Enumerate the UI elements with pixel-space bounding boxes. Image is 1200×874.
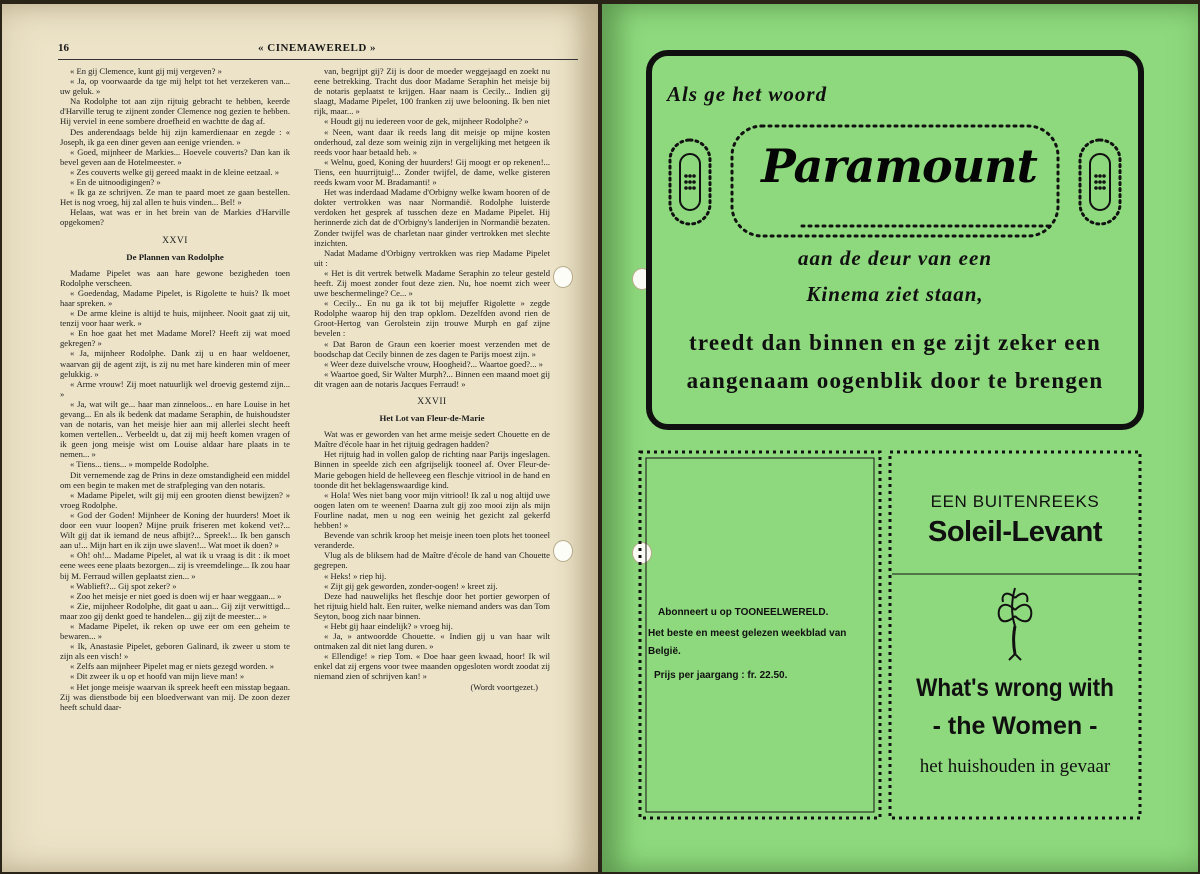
article-paragraph: « Welnu, goed, Koning der huurders! Gij moogt er op rekenen!... Tiens, een huurrijtuig!... Zonder twijfel, de dame, welke gisteren reeds kwam voor M. Bradamanti! » bbox=[314, 156, 550, 188]
article-paragraph: « Waartoe goed, Sir Walter Murph?... Binnen een maand moet gij dit vragen aan de notaris Jacques Ferraud! » bbox=[314, 368, 550, 389]
article-paragraph: « God der Goden! Mijnheer de Koning der huurders! Moet ik door een vuur loopen? Mijne pruik friseren met kokend vet?... Wilt gij dat ik iemand de neus afbijt?... Spreek!... Ik ben gansch aan u!... Mijn hart en ik zijn uwe slaven!... Wat moet ik doen? » bbox=[60, 509, 290, 551]
chapter-number: XXVI bbox=[162, 235, 188, 246]
article-paragraph: « Goedendag, Madame Pipelet, is Rigolette te huis? Ik moet haar spreken. » bbox=[60, 287, 290, 308]
right-page bbox=[602, 4, 1198, 872]
running-title: « CINEMAWERELD » bbox=[258, 42, 377, 54]
page-number: 16 bbox=[58, 42, 69, 54]
film-title-line: - the Women - bbox=[932, 712, 1098, 740]
article-paragraph: Des anderendaags belde hij zijn kamerdienaar en zegde : « Joseph, ik ga een diner geven aan eenige vrienden. » bbox=[60, 126, 290, 147]
article-paragraph: « En gij Clemence, kunt gij mij vergeven? » bbox=[70, 66, 222, 76]
paramount-advertisement bbox=[646, 50, 1144, 430]
article-paragraph: « En de uitnoodigingen? » bbox=[70, 177, 161, 188]
column-b-paragraphs bbox=[314, 66, 550, 389]
header-rule bbox=[58, 59, 578, 60]
binder-hole bbox=[553, 266, 573, 288]
article-paragraph: « En hoe gaat het met Madame Morel? Heeft zij wat moed gekregen? » bbox=[60, 328, 290, 349]
article-paragraph: « Dat Baron de Graun een koerier moest verzenden met de boodschap dat Cecily binnen de zes dagen te Parijs moest zijn. » bbox=[314, 338, 550, 359]
article-paragraph: « Ja, op voorwaarde da tge mij helpt tot het verzekeren van... uw geluk. » bbox=[60, 76, 290, 97]
article-paragraph: « Dit zweer ik u op et hoofd van mijn lieve man! » bbox=[70, 671, 245, 682]
article-paragraph: « Neen, want daar ik reeds lang dit meisje op mijne kosten onderhoud, zal deze som weinig zijn in vergelijking met hetgeen ik reeds voor haar betaald heb. » bbox=[314, 126, 550, 157]
ad-line: Kinema ziet staan, bbox=[806, 282, 984, 306]
article-paragraph: « Hebt gij haar eindelijk? » vroeg hij. bbox=[324, 620, 453, 631]
ad-slogan: Als ge het woord bbox=[667, 82, 828, 106]
article-paragraph: « Oh! oh!... Madame Pipelet, al wat ik u vraag is dit : ik moet eene wees eene plaats bezorgen... zij is vreemdelinge... Ik zou haar bij M. Ferraud willen geplaatst zien... » bbox=[60, 550, 290, 581]
article-paragraph: « Weer deze duivelsche vrouw, Hoogheid?... Waartoe goed?... » bbox=[324, 358, 543, 369]
page-header bbox=[58, 42, 578, 56]
ad-line: aan de deur van een bbox=[798, 246, 992, 270]
chapter-title: De Plannen van Rodolphe bbox=[126, 251, 224, 262]
article-paragraph: « Heks! » riep hij. bbox=[324, 570, 387, 581]
article-paragraph: « Ik, Anastasie Pipelet, geboren Galinard, ik zweer u stom te zijn als een visch! » bbox=[60, 641, 290, 662]
article-paragraph: « Madame Pipelet, wilt gij mij een grooten dienst bewijzen? » vroeg Rodolphe. bbox=[60, 489, 290, 510]
ad-line: Abonneert u op TOONEELWERELD. bbox=[658, 607, 829, 618]
article-paragraph: « Ik ga ze schrijven. Ze man te paard moet ze gaan bestellen. Het is nog vroeg, hij zal allen te huis vinden... Bel! » bbox=[60, 187, 290, 208]
chapter-number: XXVII bbox=[417, 397, 447, 407]
article-paragraph: « Houdt gij nu iedereen voor de gek, mijnheer Rodolphe? » bbox=[324, 116, 529, 127]
left-ornament-icon bbox=[670, 140, 710, 224]
article-paragraph: « Zelfs aan mijnheer Pipelet mag er niets gezegd worden. » bbox=[70, 661, 275, 672]
ad-line: Prijs per jaargang : fr. 22.50. bbox=[654, 670, 788, 681]
article-paragraph: Het was inderdaad Madame d'Orbigny welke kwam hooren of de dokter vertrokken was naar Normandië. Rodolphe luisterde verdoken het gesprek af tusschen deze en Madame Pipelet. Hij herinnerde zich dat de d'Orbigny's landerijen in Normandië bezaten. Zonder twijfel was de charletan naar ginder vertrokken met slechte inzichten. bbox=[314, 187, 550, 248]
article-paragraph: « Zoo het meisje er niet goed is doen wij er haar weggaan... » bbox=[70, 590, 282, 601]
continued-note: (Wordt voortgezet.) bbox=[470, 681, 538, 692]
article-paragraph: « Arme vrouw! Zij moet natuurlijk wel droevig gestemd zijn... » bbox=[60, 378, 290, 399]
article-paragraph: « De arme kleine is altijd te huis, mijnheer. Nooit gaat zij uit, tenzij voor haar werk. » bbox=[60, 308, 290, 329]
soleil-levant-advertisement bbox=[888, 450, 1142, 820]
article-paragraph: Dit vernemende zag de Prins in deze omstandigheid een middel om een begin te maken met de strafpleging van den notaris. bbox=[60, 469, 290, 490]
column-b-paragraphs-rest bbox=[314, 429, 550, 681]
article-paragraph: « Goed, mijnheer de Markies... Hoevele couverts? Dan kan ik bevel geven aan de Hotelmeester. » bbox=[60, 146, 290, 167]
article-paragraph: « Wablieft?... Gij spot zeker? » bbox=[70, 580, 177, 591]
article-paragraph: « Zes couverts welke gij gereed maakt in de kleine eetzaal. » bbox=[70, 166, 280, 177]
article-paragraph: « Het jonge meisje waarvan ik spreek heeft een misstap begaan. Zij was dienstbode bij een bloedverwant van mij. De zoon dezer heeft schuld daar- bbox=[60, 681, 290, 712]
binder-hole bbox=[553, 540, 573, 562]
chapter-title: Het Lot van Fleur-de-Marie bbox=[379, 413, 485, 424]
article-paragraph: Madame Pipelet was aan hare gewone bezigheden toen Rodolphe verscheen. bbox=[60, 267, 290, 288]
article-paragraph: « Madame Pipelet, ik reken op uwe eer om een geheim te bewaren... » bbox=[60, 620, 290, 642]
article-paragraph: « Ja, wat wilt ge... haar man zinneloos... en hare Louise in het gevang... En als ik bedenk dat madame Seraphin, de huishoudster van de notaris, van het meisje hier aan mij allerlei slecht heeft komen vertellen... Verbeeldt u, dat zij mij heeft komen vragen of ik geen jong meisje wist om Louise aldaar hare plaats in te nemen... » bbox=[60, 398, 290, 460]
soleil-levant-title: Soleil-Levant bbox=[928, 516, 1102, 548]
article-paragraph: van, begrijpt gij? Zij is door de moeder weggejaagd en zoekt nu eene betrekking. Tracht dus door Madame Seraphin het meisje bij de notaris geplaatst te krijgen. Haar naam is Cecily... Indien gij slaagt, Madame Pipelet, 100 franken zij uwe belooning. Ik ben niet rijk, maar... » bbox=[314, 66, 550, 117]
right-ornament-icon bbox=[1080, 140, 1120, 224]
paramount-wordmark: Paramount bbox=[761, 139, 1037, 193]
ad-line: Het beste en meest gelezen weekblad van bbox=[648, 628, 847, 639]
article-paragraph: Vlug als de bliksem had de Maître d'école de hand van Chouette gegrepen. bbox=[314, 550, 550, 571]
film-subtitle: het huishouden in gevaar bbox=[919, 756, 1111, 777]
film-title-line: What's wrong with bbox=[916, 674, 1114, 702]
article-paragraph: « Het is dit vertrek betwelk Madame Seraphin zo teleur gesteld heeft. Zij moest zonder fout deze zien. Nu, hoe noemt zich weer uwe beschermelinge? Ce... » bbox=[314, 267, 550, 299]
ad-line: aangenaam oogenblik door te brengen bbox=[686, 368, 1104, 393]
article-paragraph: Bevende van schrik kroop het meisje ineen toen plots het tooneel veranderde. bbox=[314, 530, 550, 551]
article-paragraph: « Zijt gij gek geworden, zonder-oogen! » kreet zij. bbox=[324, 580, 498, 591]
article-paragraph: « Ja, » antwoordde Chouette. « Indien gij u van haar wilt ontmaken zal dit niet lang duren. » bbox=[314, 631, 550, 652]
article-paragraph: Deze had nauwelijks het fleschje door het portier geworpen of het rijtuig hield halt. Een ruiter, welke niemand anders was dan Tom Seyton, boog zich naar binnen. bbox=[314, 590, 550, 621]
article-paragraph: « Zie, mijnheer Rodolphe, dit gaat u aan... Gij zijt verwittigd... maar zoo gij denkt goed te handelen... gij zijt de meester... » bbox=[60, 600, 290, 621]
column-a-paragraphs-rest bbox=[60, 268, 290, 712]
article-paragraph: Het rijtuig had in vollen galop de richting naar Parijs ingeslagen. Binnen in speelde zich een afgrijselijk tooneel af. Over Fleur-de-Marie gebogen hield de helleveeg een fleschje vitriool in de hand en toonde dit het beklagenswaardige kind. bbox=[314, 449, 550, 490]
left-page bbox=[2, 4, 598, 872]
ad-heading: EEN BUITENREEKS bbox=[930, 492, 1100, 511]
article-column-right bbox=[314, 66, 550, 836]
article-paragraph: « Cecily... En nu ga ik tot bij mejuffer Rigolette » zegde Rodolphe waarop hij den trap opklom. Dezelfden avond rien de Groot-Hertog van Gerolstein zijn trouwe Murph en gaf zijne bevelen : bbox=[314, 298, 550, 339]
tooneelwereld-advertisement bbox=[638, 450, 882, 820]
ad-line: treedt dan binnen en ge zijt zeker een bbox=[688, 330, 1102, 355]
article-paragraph: « Ellendige! » riep Tom. « Doe haar geen kwaad, hoor! Ik wil enkel dat zij ergens voor twee maanden opgesloten wordt zoodat zij niemand zien of schrijven kan! » bbox=[314, 651, 550, 682]
article-paragraph: « Tiens... tiens... » mompelde Rodolphe. bbox=[70, 459, 209, 470]
article-paragraph: Na Rodolphe tot aan zijn rijtuig gebracht te hebben, keerde d'Harville terug te zijnent zonder Clemence nog gezien te hebben. Hij verviel in eene sombere droefheid en wachtte de dag af. bbox=[60, 96, 290, 127]
article-paragraph: Helaas, wat was er in het brein van de Markies d'Harville opgekomen? bbox=[60, 207, 290, 228]
article-paragraph: « Ja, mijnheer Rodolphe. Dank zij u en haar weldoener, waarvan gij de agent zijt, is zij nu met hare kinderen min of meer gelukkig. » bbox=[60, 348, 290, 379]
column-a-paragraphs bbox=[60, 66, 290, 228]
paramount-logo bbox=[740, 129, 1058, 229]
article-paragraph: « Hola! Wes niet bang voor mijn vitriool! Ik zal u nog altijd uwe oogen laten om te weenen! Daarna zult gij zoo mooi zijn als mijn Fourline nadat, men u nog een weinig het gezicht zal gekerfd hebben! » bbox=[314, 489, 550, 531]
article-column-left bbox=[60, 66, 290, 836]
article-paragraph: Wat was er geworden van het arme meisje sedert Chouette en de Maître d'école haar in het rijtuig gedragen hadden? bbox=[314, 429, 550, 450]
ad-line: België. bbox=[648, 646, 681, 657]
article-paragraph: Nadat Madame d'Orbigny vertrokken was riep Madame Pipelet uit : bbox=[314, 247, 550, 268]
plant-ornament-icon bbox=[999, 588, 1032, 660]
